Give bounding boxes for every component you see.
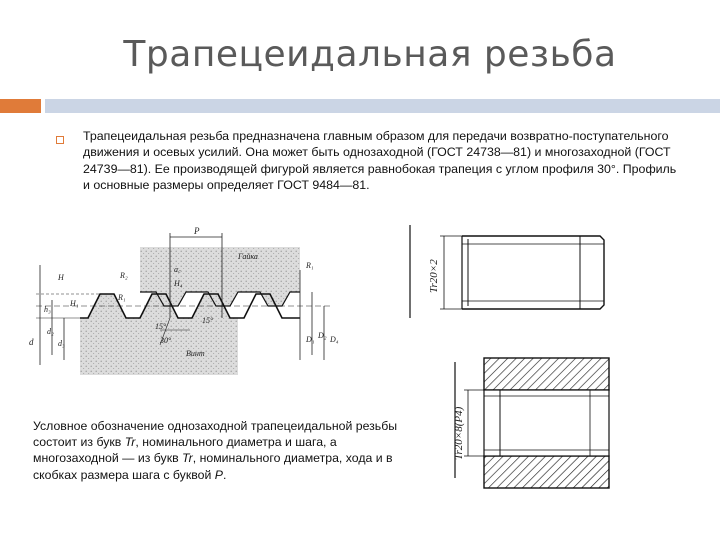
label-h3: h₃ <box>44 305 51 314</box>
label-r1-right: R₁ <box>306 261 314 270</box>
label-H1: H₁ <box>70 299 79 308</box>
label-d2: d₂ <box>47 327 54 336</box>
label-screw: Винт <box>186 349 205 358</box>
label-D2: D₂ <box>318 331 327 340</box>
caption-text: Условное обозначение однозаходной трапецеидальной резьбы состоит из букв Tr, номинального диаметра и шага, а многозаходной — из букв Tr, номинального диаметра, хода и в скобках размера шага с буквой P. <box>33 419 398 482</box>
label-D1: D₁ <box>306 335 315 344</box>
bullet-text: Трапецеидальная резьба предназначена главным образом для передачи возвратно-поступательного движения и осевых усилий. Она может быть однозаходной (ГОСТ 24738—81) и многозаходной (ГОСТ 24739—81). Ее производящей фигурой является равнобокая трапеция с углом профиля 30°. Профиль и основные размеры определяет ГОСТ 9484—81. <box>83 129 677 192</box>
label-r2-left: R₂ <box>120 271 128 280</box>
label-H: H <box>58 273 64 282</box>
label-H4: H₄ <box>174 279 183 288</box>
label-pitch: P <box>194 226 200 236</box>
label-angle-15a: 15° <box>155 322 167 331</box>
label-nut: Гайка <box>238 252 258 261</box>
label-r1-left: R₁ <box>118 293 126 302</box>
label-angle-15b: 15° <box>202 316 214 325</box>
nut-designation: Tr20×8(P4) <box>453 406 465 460</box>
label-ac: a꜀ <box>174 265 181 274</box>
slide-title: Трапецеидальная резьба <box>123 34 617 75</box>
label-d: d <box>29 337 34 347</box>
label-angle-30: 30° <box>160 336 172 345</box>
bolt-designation: Tr20×2 <box>428 259 440 293</box>
label-d3: d₃ <box>58 339 65 348</box>
label-D4: D₄ <box>330 335 339 344</box>
